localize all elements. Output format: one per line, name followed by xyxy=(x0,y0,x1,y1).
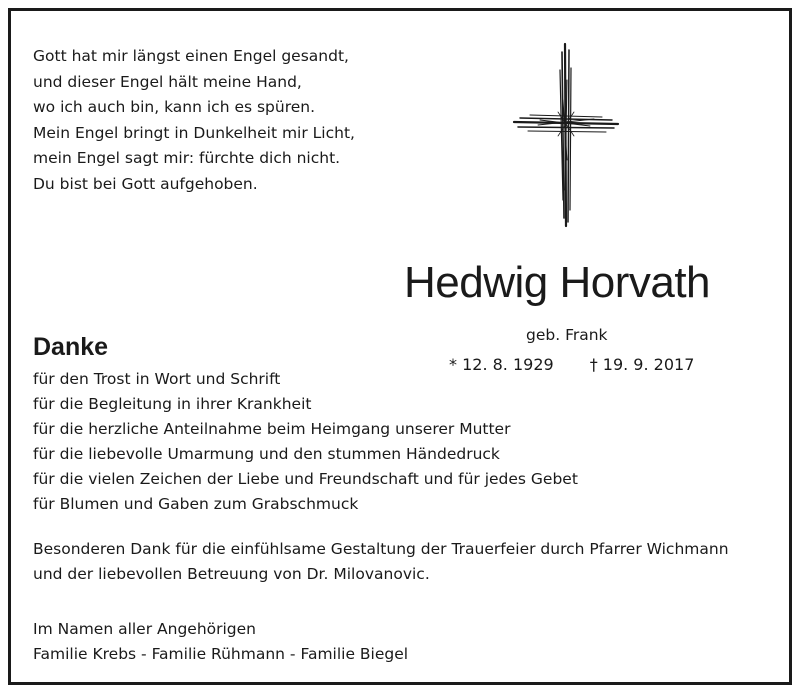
deceased-name: Hedwig Horvath xyxy=(404,258,711,307)
poem-line: mein Engel sagt mir: fürchte dich nicht. xyxy=(33,149,341,167)
thanks-line: für die Begleitung in ihrer Krankheit xyxy=(33,395,312,413)
signature-line: Familie Krebs - Familie Rühmann - Familie Biegel xyxy=(33,645,409,663)
birth-date: * 12. 8. 1929 xyxy=(449,355,554,374)
special-thanks xyxy=(33,537,729,587)
thanks-line: für die herzliche Anteilnahme beim Heimgang unserer Mutter xyxy=(33,420,511,438)
special-thanks-line: und der liebevollen Betreuung von Dr. Milovanovic. xyxy=(33,565,430,583)
poem-line: wo ich auch bin, kann ich es spüren. xyxy=(33,98,316,116)
birth-name: geb. Frank xyxy=(526,326,608,344)
poem xyxy=(33,44,355,197)
poem-line: Mein Engel bringt in Dunkelheit mir Licht, xyxy=(33,123,355,142)
poem-line: Du bist bei Gott aufgehoben. xyxy=(33,174,258,193)
signature-block xyxy=(33,617,408,667)
thanks-line: für Blumen und Gaben zum Grabschmuck xyxy=(33,495,359,513)
special-thanks-line: Besonderen Dank für die einfühlsame Gestaltung der Trauerfeier durch Pfarrer Wichmann xyxy=(33,540,729,558)
signature-line: Im Namen aller Angehörigen xyxy=(33,620,257,638)
thanks-line: für die liebevolle Umarmung und den stummen Händedruck xyxy=(33,445,500,463)
death-date: † 19. 9. 2017 xyxy=(589,355,695,374)
thanks-line: für die vielen Zeichen der Liebe und Freundschaft und für jedes Gebet xyxy=(33,470,578,488)
poem-line: Gott hat mir längst einen Engel gesandt, xyxy=(33,47,349,65)
poem-line: und dieser Engel hält meine Hand, xyxy=(33,72,302,91)
hand-drawn-cross-icon xyxy=(510,40,622,230)
thanks-list xyxy=(33,367,578,517)
thanks-heading: Danke xyxy=(33,333,109,361)
thanks-line: für den Trost in Wort und Schrift xyxy=(33,370,281,388)
